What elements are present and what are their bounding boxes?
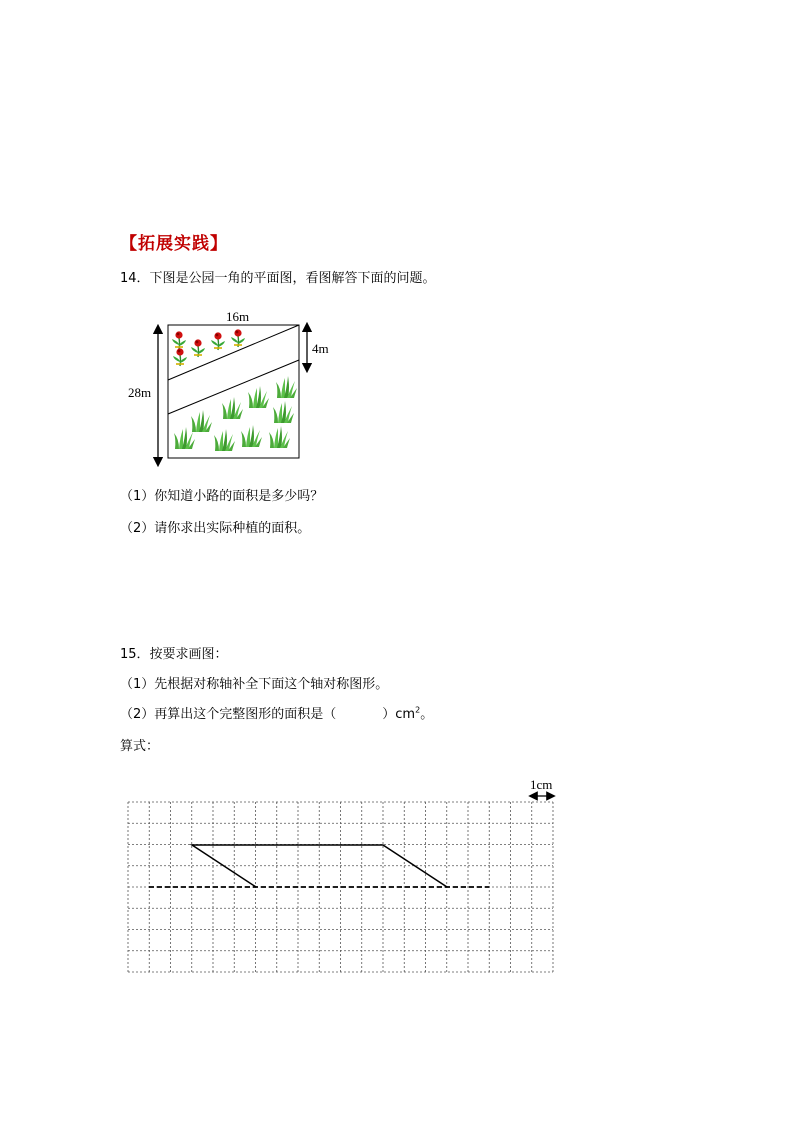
question-14-part-1: （1）你知道小路的面积是多少吗？ bbox=[120, 489, 324, 504]
dimension-right: 4m bbox=[312, 341, 329, 356]
dimension-top: 16m bbox=[226, 309, 250, 324]
dimension-left: 28m bbox=[128, 385, 152, 400]
question-number: 14． bbox=[120, 271, 150, 286]
question-number: 15． bbox=[120, 647, 150, 662]
question-15-part-2: （2）再算出这个完整图形的面积是（ ）$cm^2$。 bbox=[120, 705, 434, 722]
formula-label: 算式： bbox=[120, 739, 160, 754]
question-15-part-1: （1）先根据对称轴补全下面这个轴对称图形。 bbox=[120, 677, 389, 692]
question-text: 按要求画图： bbox=[149, 647, 228, 662]
section-title: 【拓展实践】 bbox=[120, 234, 228, 254]
question-14-part-2: （2）请你求出实际种植的面积。 bbox=[120, 521, 311, 536]
question-text: 下图是公园一角的平面图，看图解答下面的问题。 bbox=[149, 271, 436, 286]
scale-label: 1cm bbox=[530, 777, 553, 792]
